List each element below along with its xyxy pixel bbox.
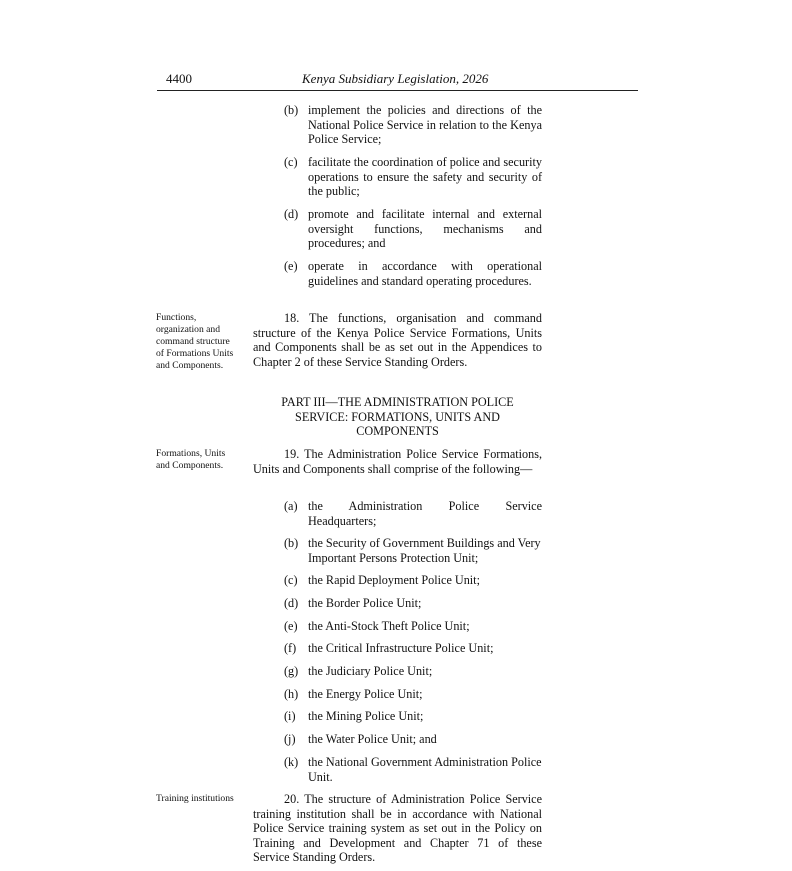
item-text: facilitate the coordination of police and security operations to ensure the safety and security of the public; [308,155,542,199]
list-item [284,596,542,611]
item-label: (d) [284,596,299,610]
list-item [284,641,542,656]
list-item [284,732,542,747]
item-label: (a) [284,499,298,513]
item-text: the Water Police Unit; and [308,732,437,746]
item-text: implement the policies and directions of the National Police Service in relation to the Kenya Police Service; [308,103,542,147]
item-label: (d) [284,207,299,221]
item-label: (h) [284,687,299,701]
margin-note-section-20: Training institutions [156,793,234,804]
list-item [284,687,542,702]
item-label: (k) [284,755,299,769]
list-item [284,155,542,199]
list-item [284,536,542,565]
running-title: Kenya Subsidiary Legislation, 2026 [302,71,489,86]
item-text: the Security of Government Buildings and Very Important Persons Protection Unit; [308,536,541,565]
list-item [284,499,542,528]
margin-note-section-18: Functions, organization and command structure of Formations Units and Components. [156,312,234,371]
list-item [284,755,542,784]
item-label: (c) [284,155,298,169]
item-label: (e) [284,619,298,633]
item-label: (j) [284,732,296,746]
section-19-paragraph: 19. The Administration Police Service Formations, Units and Components shall comprise of the following— [253,447,542,476]
item-text: the Administration Police Service Headquarters; [308,499,542,528]
part-heading-line: SERVICE: FORMATIONS, UNITS AND [295,409,500,424]
margin-note-section-19: Formations, Units and Components. [156,448,226,471]
item-label: (c) [284,573,298,587]
section-20-paragraph: 20. The structure of Administration Police Service training institution shall be in accordance with National Police Service training system as set out in the Policy on Training and Development and Chapter 71 of these Service Standing Orders. [253,792,542,865]
page-number: 4400 [166,71,192,86]
part-heading-line: PART III—THE ADMINISTRATION POLICE [281,395,514,409]
list-item [284,259,542,288]
list-item [284,573,542,588]
list-item [284,709,542,724]
item-text: the Energy Police Unit; [308,687,423,701]
item-label: (i) [284,709,296,723]
item-text: the Critical Infrastructure Police Unit; [308,641,494,655]
item-label: (e) [284,259,298,273]
item-label: (g) [284,664,299,678]
list-item [284,664,542,679]
item-label: (b) [284,103,299,117]
item-text: promote and facilitate internal and external oversight functions, mechanisms and procedures; and [308,207,542,251]
item-label: (f) [284,641,297,655]
list-item [284,207,542,251]
list-item [284,619,542,634]
item-text: the National Government Administration Police Unit. [308,755,542,784]
item-label: (b) [284,536,299,550]
list-item [284,103,542,147]
item-text: the Mining Police Unit; [308,709,424,723]
part-heading-line: COMPONENTS [356,424,439,439]
item-text: operate in accordance with operational guidelines and standard operating procedures. [308,259,542,288]
item-text: the Anti-Stock Theft Police Unit; [308,619,470,633]
item-text: the Border Police Unit; [308,596,422,610]
item-text: the Judiciary Police Unit; [308,664,433,678]
page-header [157,70,638,91]
item-text: the Rapid Deployment Police Unit; [308,573,480,587]
section-18-paragraph: 18. The functions, organisation and command structure of the Kenya Police Service Formations, Units and Components shall be as set out in the Appendices to Chapter 2 of these Service Standing Orders. [253,311,542,369]
part-heading [253,395,542,439]
